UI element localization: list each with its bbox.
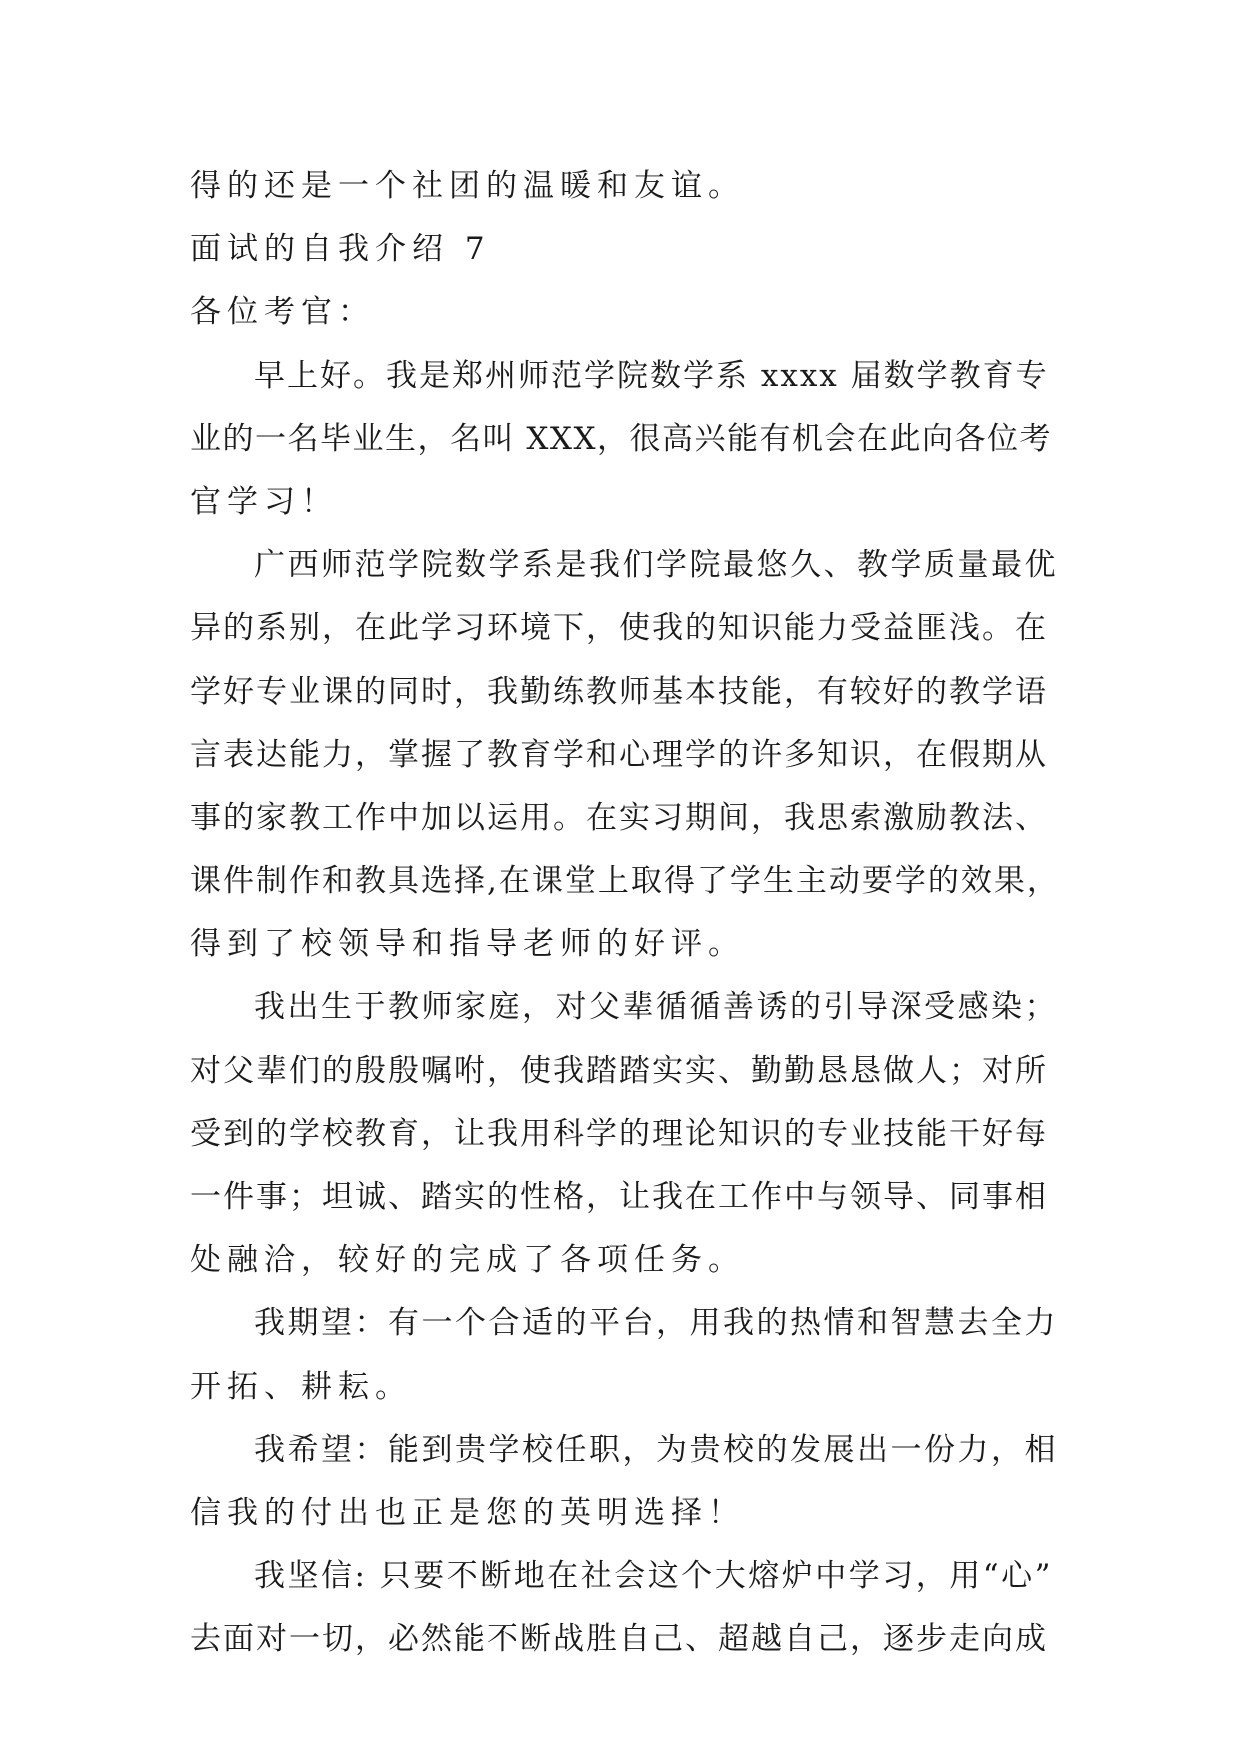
text-line: 事的家教工作中加以运用。在实习期间，我思索激励教法、 <box>190 799 1048 836</box>
text-line: 处融洽，较好的完成了各项任务。 <box>190 1242 745 1279</box>
text-line: 面试的自我介绍 7 <box>190 231 491 268</box>
text-line: 对父辈们的殷殷嘱咐，使我踏踏实实、勤勤恳恳做人；对所 <box>190 1052 1048 1089</box>
text-line: 我期望：有一个合适的平台，用我的热情和智慧去全力 <box>254 1305 1058 1342</box>
text-line: 异的系别，在此学习环境下，使我的知识能力受益匪浅。在 <box>190 610 1048 647</box>
text-line: 早上好。我是郑州师范学院数学系 xxxx 届数学教育专 <box>254 357 1049 394</box>
text-line: 广西师范学院数学系是我们学院最悠久、教学质量最优 <box>254 547 1058 584</box>
text-line: 信我的付出也正是您的英明选择！ <box>190 1494 745 1531</box>
text-line: 开拓、耕耘。 <box>190 1368 412 1405</box>
text-line: 我坚信: 只要不断地在社会这个大熔炉中学习，用“心” <box>254 1558 1053 1595</box>
text-line: 受到的学校教育，让我用科学的理论知识的专业技能干好每 <box>190 1115 1048 1152</box>
text-line: 各位考官： <box>190 294 375 331</box>
text-line: 课件制作和教具选择,在课堂上取得了学生主动要学的效果， <box>190 863 1060 900</box>
text-line: 得的还是一个社团的温暖和友谊。 <box>190 168 745 204</box>
text-line: 去面对一切，必然能不断战胜自己、超越自己，逐步走向成 <box>190 1621 1048 1658</box>
text-line: 业的一名毕业生，名叫 XXX，很高兴能有机会在此向各位考 <box>190 420 1053 457</box>
text-line: 言表达能力，掌握了教育学和心理学的许多知识，在假期从 <box>190 736 1048 773</box>
text-line: 我出生于教师家庭，对父辈循循善诱的引导深受感染； <box>254 989 1058 1026</box>
text-line: 一件事；坦诚、踏实的性格，让我在工作中与领导、同事相 <box>190 1179 1048 1215</box>
document-body <box>190 155 1060 1672</box>
text-line: 得到了校领导和指导老师的好评。 <box>190 926 745 963</box>
text-line: 官学习！ <box>190 483 338 520</box>
text-line: 我希望：能到贵学校任职，为贵校的发展出一份力，相 <box>254 1431 1058 1468</box>
text-line: 学好专业课的同时，我勤练教师基本技能，有较好的教学语 <box>190 673 1048 710</box>
